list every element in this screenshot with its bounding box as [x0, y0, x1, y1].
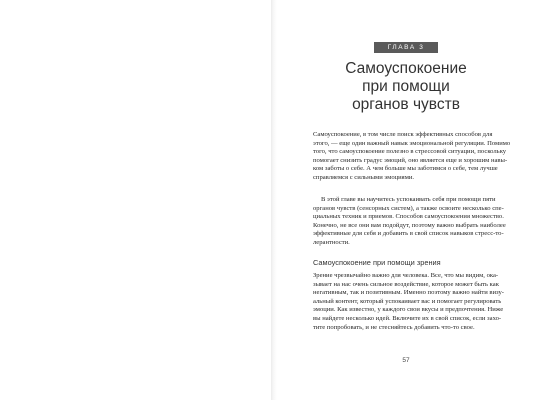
text-line: тите попробовать, и не стесняйтесь добавить что-то свое.	[313, 323, 475, 331]
page-number: 57	[402, 357, 410, 364]
text-line: Самоуспокоение, в том числе поиск эффективных способов для	[313, 131, 493, 138]
text-line: помогает снизить градус эмоций, оно является еще и хорошим навы-	[313, 156, 508, 164]
text-line: В этой главе вы научитесь успокаивать себя при помощи пяти	[321, 196, 496, 203]
text-line: этого, — еще один важный навык эмоциональной регуляции. Помимо	[313, 139, 511, 147]
text-line: Конечно, не все они вам подойдут, поэтому важно выбрать наиболее	[313, 221, 506, 229]
text-line: вы найдете несколько идей. Включите их в свой список, если захо-	[313, 314, 502, 322]
paragraph-intro	[313, 131, 511, 183]
paragraph-vision	[313, 272, 505, 332]
text-line: альный контент, который успокаивает вас и помогает регулировать	[313, 297, 502, 305]
chapter-title-line: Самоуспокоение	[345, 60, 467, 77]
text-line: справляемся с сильными эмоциями.	[313, 173, 415, 181]
text-line: ком заботы о себе. А чем больше мы заботимся о себе, тем лучше	[313, 165, 498, 173]
chapter-title-line: органов чувств	[352, 96, 460, 113]
text-line: лерантности.	[313, 238, 350, 246]
text-line: эмоции. Как известно, у каждого свои вкусы и предпочтения. Ниже	[313, 306, 504, 314]
chapter-title-line: при помощи	[362, 78, 450, 95]
paragraph-chapter-overview	[313, 196, 506, 248]
chapter-title	[318, 60, 494, 114]
text-line: того, что самоуспокоение полезно в стрессовой ситуации, поскольку	[313, 148, 507, 156]
text-line: Зрение чрезвычайно важно для человека. Все, что мы видим, ока-	[313, 272, 499, 279]
text-line: циальных техник и приемов. Способов самоуспокоения множество.	[313, 213, 504, 221]
left-page-blank	[0, 0, 272, 400]
chapter-label-badge: ГЛАВА 3	[374, 42, 438, 53]
text-line: эффективные для себя и добавить в свой список навыков стресс-то-	[313, 230, 504, 238]
text-line: зывает на нас очень сильное воздействие, которое может быть как	[313, 280, 499, 288]
section-heading: Самоуспокоение при помощи зрения	[313, 258, 441, 267]
text-line: органов чувств (сенсорных систем), а также освоите несколько спе-	[313, 204, 504, 212]
text-line: негативным, так и позитивным. Именно поэтому важно найти визу-	[313, 289, 505, 297]
